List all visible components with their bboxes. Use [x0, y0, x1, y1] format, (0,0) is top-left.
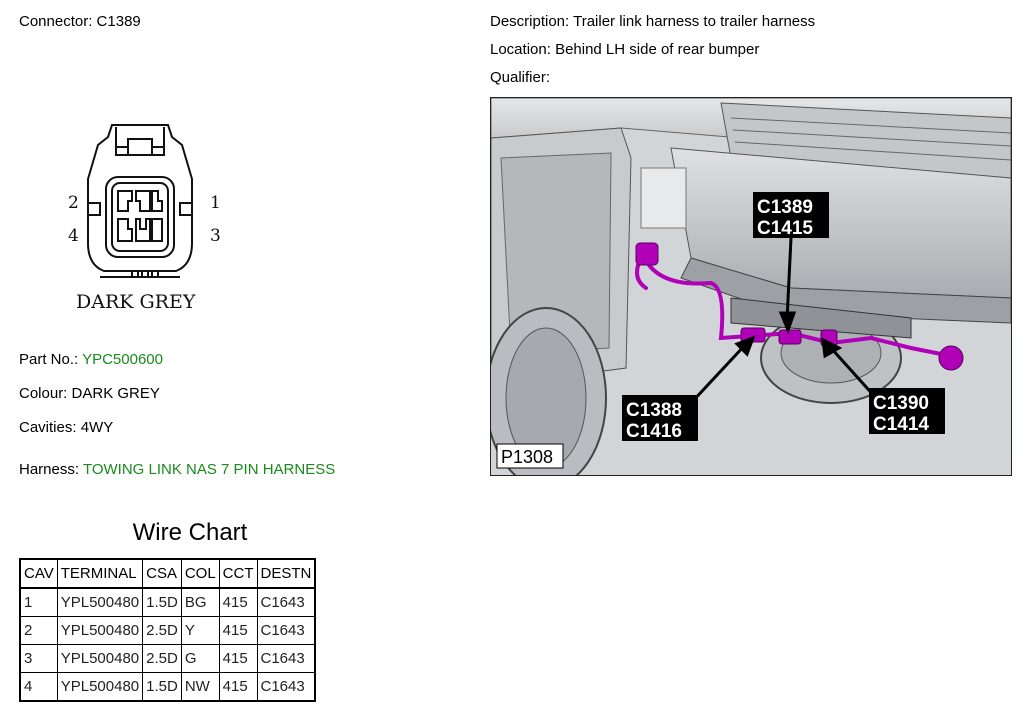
cell-cav: 1 [20, 588, 57, 617]
cell-cav: 2 [20, 617, 57, 645]
header-cav: CAV [20, 559, 57, 588]
cavities-line [19, 419, 113, 436]
callout-c1388: C1388 [626, 400, 682, 421]
cell-col: NW [181, 673, 219, 702]
cell-destn: C1643 [257, 588, 315, 617]
cell-cav: 4 [20, 673, 57, 702]
cell-terminal: YPL500480 [57, 673, 142, 702]
header-csa: CSA [143, 559, 182, 588]
cell-destn: C1643 [257, 617, 315, 645]
header-destn: DESTN [257, 559, 315, 588]
qualifier-line [490, 69, 550, 86]
cell-terminal: YPL500480 [57, 617, 142, 645]
callout-c1414: C1414 [873, 414, 929, 435]
cell-terminal: YPL500480 [57, 588, 142, 617]
connector-line [19, 13, 141, 30]
cell-col: G [181, 645, 219, 673]
location-value: Behind LH side of rear bumper [555, 41, 760, 58]
description-label: Description: [490, 13, 570, 30]
cavities-value: 4WY [80, 419, 114, 436]
cell-cct: 415 [219, 588, 257, 617]
part-no-label: Part No.: [19, 351, 79, 368]
harness-line [19, 461, 335, 478]
qualifier-label: Qualifier: [490, 69, 551, 86]
header-col: COL [181, 559, 219, 588]
pin-label-2: 2 [68, 193, 79, 213]
pin-label-4: 4 [68, 226, 79, 246]
table-row [20, 645, 315, 673]
wire-chart-title: Wire Chart [132, 519, 248, 546]
location-line [490, 41, 759, 58]
description-value: Trailer link harness to trailer harness [573, 13, 816, 30]
diagram-caption: DARK GREY [76, 291, 196, 313]
cell-csa: 2.5D [143, 645, 182, 673]
colour-line [19, 385, 160, 402]
connector-label: Connector: [19, 13, 93, 30]
cell-destn: C1643 [257, 645, 315, 673]
cell-csa: 1.5D [143, 673, 182, 702]
cell-cct: 415 [219, 617, 257, 645]
cavities-label: Cavities: [19, 419, 77, 436]
cell-csa: 2.5D [143, 617, 182, 645]
connector-value: C1389 [96, 13, 141, 30]
photo-id-label: P1308 [501, 447, 554, 467]
description-line [490, 13, 815, 30]
harness-label: Harness: [19, 461, 80, 478]
cell-cav: 3 [20, 645, 57, 673]
part-no-line [19, 351, 163, 368]
cell-cct: 415 [219, 673, 257, 702]
cell-col: BG [181, 588, 219, 617]
wire-chart-table [19, 558, 316, 702]
cell-col: Y [181, 617, 219, 645]
callout-c1389: C1389 [757, 197, 813, 218]
cell-terminal: YPL500480 [57, 645, 142, 673]
part-no-link[interactable]: YPC500600 [82, 351, 163, 368]
table-row [20, 673, 315, 702]
cell-csa: 1.5D [143, 588, 182, 617]
pin-label-1: 1 [210, 193, 221, 213]
colour-value: DARK GREY [71, 385, 160, 402]
header-cct: CCT [219, 559, 257, 588]
cell-cct: 415 [219, 645, 257, 673]
location-photo [490, 97, 1012, 476]
harness-link[interactable]: TOWING LINK NAS 7 PIN HARNESS [82, 461, 336, 478]
callout-c1415: C1415 [757, 218, 813, 239]
callout-c1416: C1416 [626, 421, 682, 442]
table-row [20, 588, 315, 617]
connector-face-diagram [60, 115, 230, 320]
pin-label-3: 3 [210, 226, 221, 246]
location-label: Location: [490, 41, 551, 58]
colour-label: Colour: [19, 385, 68, 402]
table-row [20, 617, 315, 645]
cell-destn: C1643 [257, 673, 315, 702]
table-header-row [20, 559, 315, 588]
callout-c1390: C1390 [873, 393, 929, 414]
header-terminal: TERMINAL [57, 559, 142, 588]
